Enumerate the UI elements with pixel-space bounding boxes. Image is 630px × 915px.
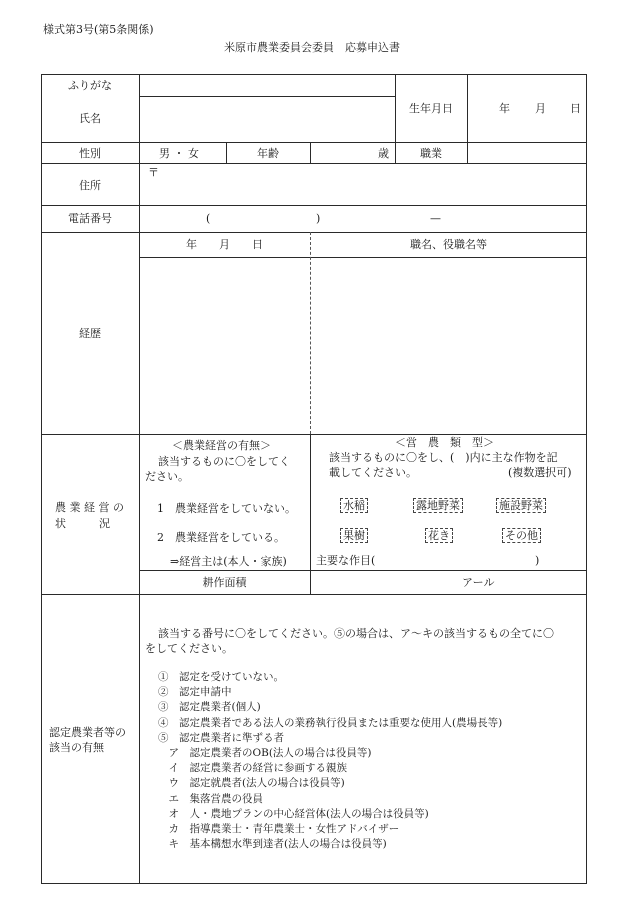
- address-label: 住所: [79, 179, 101, 192]
- certified-sub-option[interactable]: イ 認定農業者の経営に参画する親族: [158, 762, 347, 775]
- rule-phone: [41, 232, 587, 233]
- type-other[interactable]: その他: [502, 528, 541, 543]
- type-field-vegetables[interactable]: 露地野菜: [413, 498, 463, 513]
- type-greenhouse-vegetables[interactable]: 施設野菜: [496, 498, 546, 513]
- rule-address: [41, 205, 587, 206]
- birth-day-unit: 日: [570, 102, 581, 115]
- type-instruction-1: 該当するものに〇をし、( )内に主な作物を記: [329, 451, 558, 464]
- type-flowers[interactable]: 花き: [425, 528, 453, 543]
- gender-label: 性別: [79, 147, 101, 160]
- phone-label: 電話番号: [68, 212, 112, 225]
- birth-label: 生年月日: [409, 102, 453, 115]
- certified-sub-option[interactable]: カ 指導農業士・青年農業士・女性アドバイザー: [158, 823, 400, 836]
- rule-furigana: [139, 96, 395, 97]
- mgmt-option-2[interactable]: 2 農業経営をしている。: [157, 531, 285, 544]
- phone-open-paren: (: [206, 212, 211, 225]
- mgmt-option-1[interactable]: 1 農業経営をしていない。: [157, 502, 296, 515]
- type-title: ＜営 農 類 型＞: [395, 436, 494, 449]
- mgmt-manager[interactable]: ⇒経営主は(本人・家族): [170, 555, 287, 568]
- area-unit: アール: [462, 576, 495, 589]
- certified-option[interactable]: ② 認定申請中: [158, 686, 232, 699]
- farm-label-line2: 状 況: [55, 517, 110, 530]
- furigana-label: ふりがな: [68, 79, 112, 92]
- certified-options-list: [158, 670, 502, 852]
- form-title: 米原市農業委員会委員 応募申込書: [224, 41, 400, 54]
- rule-area: [139, 570, 587, 571]
- age-unit: 歳: [378, 147, 389, 160]
- certified-sub-option[interactable]: エ 集落営農の役員: [158, 792, 263, 805]
- main-crop-label: 主要な作目(: [316, 554, 376, 567]
- gender-options[interactable]: 男 ・ 女: [159, 147, 199, 160]
- farm-label-line1: 農 業 経 営 の: [55, 501, 124, 514]
- mgmt-instruction-2: ださい。: [145, 470, 189, 483]
- type-instruction-2: 載してください。: [329, 466, 417, 479]
- certified-instruction-1: 該当する番号に〇をしてください。⑤の場合は、ア～キの該当するもの全てに〇: [158, 627, 554, 640]
- type-fruit-trees[interactable]: 果樹: [340, 528, 368, 543]
- type-rice[interactable]: 水稲: [340, 498, 368, 513]
- rule-career: [41, 434, 587, 435]
- farm-divider: [310, 434, 311, 594]
- certified-option[interactable]: ⑤ 認定農業者に準ずる者: [158, 731, 284, 744]
- rule-career-header: [139, 257, 587, 258]
- certified-option[interactable]: ③ 認定農業者(個人): [158, 701, 261, 714]
- occupation-label: 職業: [420, 147, 442, 160]
- certified-instruction-2: をしてください。: [145, 642, 233, 655]
- career-position-header: 職名、役職名等: [410, 238, 487, 251]
- certified-sub-option[interactable]: オ 人・農地プランの中心経営体(法人の場合は役員等): [158, 807, 429, 820]
- phone-dash: —: [430, 212, 441, 225]
- cultivated-area-label: 耕作面積: [202, 576, 247, 589]
- type-multi-note: (複数選択可): [508, 466, 572, 479]
- rule-farm: [41, 594, 587, 595]
- career-divider: [310, 232, 311, 434]
- rule-birth-right: [467, 74, 468, 142]
- career-date-header: 年 月 日: [186, 238, 263, 251]
- rule-occupation-right: [467, 142, 468, 163]
- certified-sub-option[interactable]: ア 認定農業者のOB(法人の場合は役員等): [158, 747, 372, 760]
- certified-sub-option[interactable]: ウ 認定就農者(法人の場合は役員等): [158, 777, 345, 790]
- certified-label-line1: 認定農業者等の: [49, 726, 126, 739]
- birth-year-unit: 年: [499, 102, 510, 115]
- rule-age-mid: [310, 142, 311, 163]
- form-number: 様式第3号(第5条関係): [43, 23, 154, 36]
- rule-name: [41, 142, 587, 143]
- age-label: 年齢: [257, 147, 279, 160]
- label-column-rule: [139, 74, 140, 884]
- birth-month-unit: 月: [535, 102, 546, 115]
- certified-sub-option[interactable]: キ 基本構想水準到達者(法人の場合は役員等): [158, 838, 387, 851]
- postal-mark: 〒: [148, 166, 159, 179]
- certified-option[interactable]: ① 認定を受けていない。: [158, 671, 284, 683]
- phone-close-paren: ): [316, 212, 321, 225]
- rule-gender: [41, 163, 587, 164]
- name-label: 氏名: [79, 112, 101, 125]
- main-crop-close: ): [535, 554, 540, 567]
- mgmt-title: ＜農業経営の有無＞: [172, 439, 271, 452]
- certified-option[interactable]: ④ 認定農業者である法人の業務執行役員または重要な使用人(農場長等): [158, 716, 503, 729]
- career-label: 経歴: [79, 327, 101, 340]
- certified-label-line2: 該当の有無: [49, 741, 104, 754]
- mgmt-instruction-1: 該当するものに〇をしてく: [158, 455, 290, 468]
